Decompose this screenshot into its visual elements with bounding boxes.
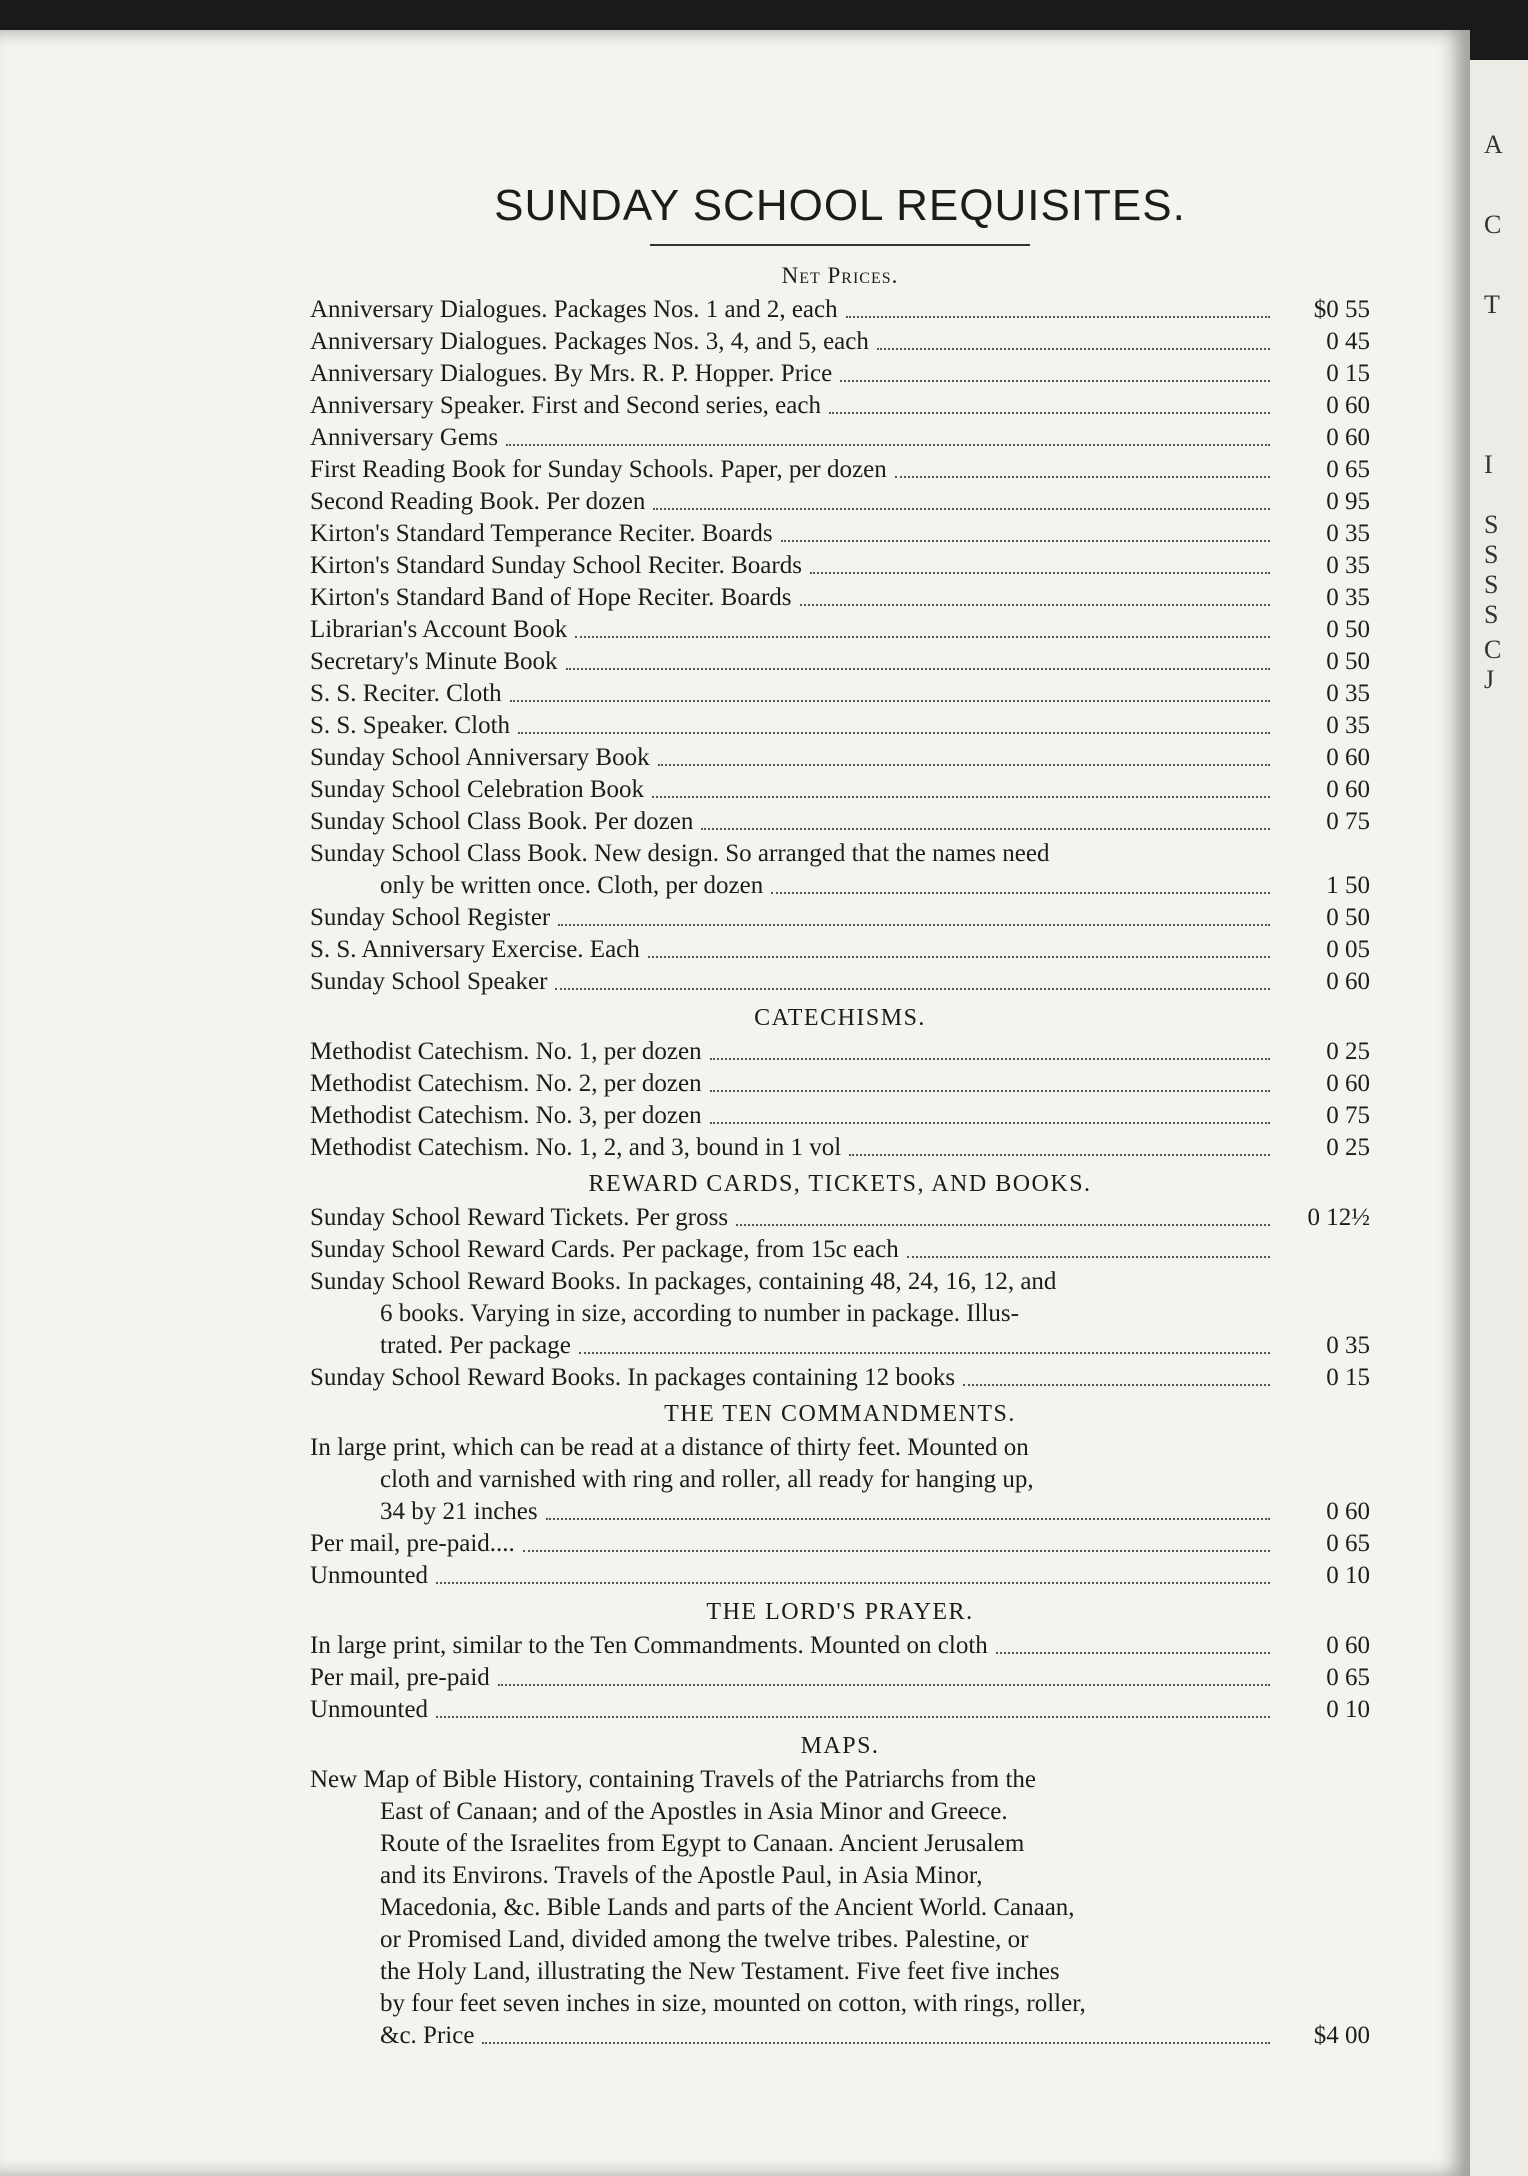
list-item bbox=[310, 1528, 1370, 1560]
list-item bbox=[310, 454, 1370, 486]
list-item bbox=[310, 934, 1370, 966]
item-label: Unmounted bbox=[310, 1562, 429, 1589]
item-price: 0 50 bbox=[1326, 904, 1370, 931]
item-label: In large print, similar to the Ten Commandments. Mounted on cloth bbox=[310, 1632, 988, 1659]
item-label: Anniversary Gems bbox=[310, 424, 499, 451]
item-price: 0 60 bbox=[1326, 1632, 1370, 1659]
list-item bbox=[310, 550, 1370, 582]
rewards-heading: REWARD CARDS, TICKETS, AND BOOKS. bbox=[588, 1171, 1092, 1197]
item-price: 1 50 bbox=[1326, 872, 1370, 899]
item-label: Per mail, pre-paid bbox=[310, 1664, 490, 1691]
item-label: Librarian's Account Book bbox=[310, 616, 568, 643]
item-price: 0 95 bbox=[1326, 488, 1370, 515]
item-price: 0 35 bbox=[1326, 552, 1370, 579]
item-label: Kirton's Standard Band of Hope Reciter. Boards bbox=[310, 584, 792, 611]
item-label: Anniversary Dialogues. Packages Nos. 3, 4, and 5, each bbox=[310, 328, 869, 355]
item-label: and its Environs. Travels of the Apostle Paul, in Asia Minor, bbox=[380, 1862, 983, 1889]
general-items bbox=[310, 294, 1370, 838]
item-label: cloth and varnished with ring and roller, all ready for hanging up, bbox=[380, 1466, 1034, 1493]
item-price: 0 45 bbox=[1326, 328, 1370, 355]
item-price: 0 60 bbox=[1326, 744, 1370, 771]
item-label: S. S. Anniversary Exercise. Each bbox=[310, 936, 640, 963]
item-label: Route of the Israelites from Egypt to Canaan. Ancient Jerusalem bbox=[380, 1830, 1025, 1857]
item-label: In large print, which can be read at a distance of thirty feet. Mounted on bbox=[310, 1434, 1029, 1461]
item-label: trated. Per package bbox=[380, 1332, 571, 1359]
list-item bbox=[310, 1764, 1370, 2052]
item-price: 0 65 bbox=[1326, 1530, 1370, 1557]
list-item bbox=[310, 1202, 1370, 1234]
item-price: 0 35 bbox=[1326, 520, 1370, 547]
list-item bbox=[310, 1068, 1370, 1100]
document-page bbox=[0, 30, 1470, 2176]
item-label: S. S. Reciter. Cloth bbox=[310, 680, 502, 707]
edge-letter: S bbox=[1484, 510, 1499, 539]
list-item bbox=[310, 806, 1370, 838]
item-label: Kirton's Standard Sunday School Reciter. Boards bbox=[310, 552, 802, 579]
list-item bbox=[310, 1036, 1370, 1068]
list-item bbox=[310, 966, 1370, 998]
page-title: SUNDAY SCHOOL REQUISITES. bbox=[494, 181, 1186, 230]
item-label: Sunday School Class Book. Per dozen bbox=[310, 808, 694, 835]
list-item bbox=[310, 1132, 1370, 1164]
item-price: $4 00 bbox=[1313, 2022, 1370, 2049]
item-label: the Holy Land, illustrating the New Testament. Five feet five inches bbox=[380, 1958, 1060, 1985]
item-label: 34 by 21 inches bbox=[380, 1498, 538, 1525]
edge-letter: S bbox=[1484, 570, 1499, 599]
list-item bbox=[310, 1630, 1370, 1662]
list-item bbox=[310, 1234, 1370, 1266]
item-price: 0 05 bbox=[1326, 936, 1370, 963]
item-label: Methodist Catechism. No. 2, per dozen bbox=[310, 1070, 702, 1097]
item-label: Per mail, pre-paid.... bbox=[310, 1530, 515, 1557]
list-item bbox=[310, 678, 1370, 710]
item-label: Second Reading Book. Per dozen bbox=[310, 488, 646, 515]
item-label: East of Canaan; and of the Apostles in Asia Minor and Greece. bbox=[380, 1798, 1008, 1825]
general-tail-items bbox=[310, 902, 1370, 998]
maps-heading: MAPS. bbox=[800, 1733, 880, 1759]
item-price: 0 65 bbox=[1326, 1664, 1370, 1691]
item-price: 0 60 bbox=[1326, 392, 1370, 419]
item-price: 0 25 bbox=[1326, 1038, 1370, 1065]
item-label: Sunday School Register bbox=[310, 904, 551, 931]
edge-letter: C bbox=[1484, 210, 1502, 239]
item-label: by four feet seven inches in size, mounted on cotton, with rings, roller, bbox=[380, 1990, 1086, 2017]
list-item bbox=[310, 646, 1370, 678]
item-price: 0 35 bbox=[1326, 680, 1370, 707]
edge-letter: A bbox=[1484, 130, 1503, 159]
edge-letter: C bbox=[1484, 635, 1502, 664]
edge-letter: J bbox=[1484, 665, 1495, 694]
list-item bbox=[310, 582, 1370, 614]
item-label: Anniversary Speaker. First and Second series, each bbox=[310, 392, 821, 419]
item-price: 0 60 bbox=[1326, 968, 1370, 995]
item-label: Methodist Catechism. No. 3, per dozen bbox=[310, 1102, 702, 1129]
item-price: 0 25 bbox=[1326, 1134, 1370, 1161]
list-item bbox=[310, 838, 1370, 902]
item-price: 0 60 bbox=[1326, 776, 1370, 803]
item-label: Sunday School Anniversary Book bbox=[310, 744, 650, 771]
list-item bbox=[310, 710, 1370, 742]
edge-letter: I bbox=[1484, 450, 1493, 479]
item-label: Methodist Catechism. No. 1, per dozen bbox=[310, 1038, 702, 1065]
item-price: 0 35 bbox=[1326, 584, 1370, 611]
list-item bbox=[310, 518, 1370, 550]
list-item bbox=[310, 1100, 1370, 1132]
list-item bbox=[310, 358, 1370, 390]
list-item bbox=[310, 1662, 1370, 1694]
item-label: Sunday School Reward Books. In packages containing 12 books bbox=[310, 1364, 956, 1391]
item-price: 0 50 bbox=[1326, 648, 1370, 675]
item-price: 0 75 bbox=[1326, 1102, 1370, 1129]
list-item bbox=[310, 422, 1370, 454]
list-item bbox=[310, 390, 1370, 422]
list-item bbox=[310, 326, 1370, 358]
item-price: 0 10 bbox=[1326, 1562, 1370, 1589]
item-label: New Map of Bible History, containing Travels of the Patriarchs from the bbox=[310, 1766, 1037, 1793]
adjacent-page-edge bbox=[1470, 60, 1528, 2176]
list-item bbox=[310, 1362, 1370, 1394]
prayer-heading: THE LORD'S PRAYER. bbox=[706, 1599, 974, 1625]
item-price: 0 75 bbox=[1326, 808, 1370, 835]
item-label: S. S. Speaker. Cloth bbox=[310, 712, 511, 739]
item-label: Secretary's Minute Book bbox=[310, 648, 558, 675]
commandments-heading: THE TEN COMMANDMENTS. bbox=[664, 1401, 1016, 1427]
item-label: Sunday School Speaker bbox=[310, 968, 548, 995]
list-item bbox=[310, 742, 1370, 774]
list-item bbox=[310, 1432, 1370, 1528]
item-label: &c. Price bbox=[380, 2022, 475, 2049]
item-label: Anniversary Dialogues. Packages Nos. 1 and 2, each bbox=[310, 296, 838, 323]
item-price: 0 15 bbox=[1326, 1364, 1370, 1391]
edge-letter: S bbox=[1484, 600, 1499, 629]
catechism-items bbox=[310, 1036, 1370, 1164]
item-price: 0 15 bbox=[1326, 360, 1370, 387]
edge-letter: T bbox=[1484, 290, 1500, 319]
item-price: 0 50 bbox=[1326, 616, 1370, 643]
item-price: 0 60 bbox=[1326, 1070, 1370, 1097]
list-item bbox=[310, 1560, 1370, 1592]
list-item bbox=[310, 294, 1370, 326]
item-label: Methodist Catechism. No. 1, 2, and 3, bound in 1 vol bbox=[310, 1134, 842, 1161]
item-price: 0 35 bbox=[1326, 712, 1370, 739]
list-item bbox=[310, 614, 1370, 646]
net-prices-heading: Net Prices. bbox=[781, 263, 899, 288]
price-list bbox=[310, 180, 1370, 2052]
item-price: 0 10 bbox=[1326, 1696, 1370, 1723]
list-item bbox=[310, 902, 1370, 934]
list-item bbox=[310, 1694, 1370, 1726]
item-label: Sunday School Reward Cards. Per package, from 15c each bbox=[310, 1236, 899, 1263]
item-label: Sunday School Celebration Book bbox=[310, 776, 644, 803]
item-price: 0 35 bbox=[1326, 1332, 1370, 1359]
catechisms-heading: CATECHISMS. bbox=[754, 1005, 926, 1031]
item-price: 0 60 bbox=[1326, 424, 1370, 451]
edge-letter: S bbox=[1484, 540, 1499, 569]
title-rule bbox=[650, 244, 1030, 246]
item-price: 0 12½ bbox=[1307, 1204, 1370, 1231]
item-label: 6 books. Varying in size, according to number in package. Illus- bbox=[380, 1300, 1019, 1327]
item-label: Macedonia, &c. Bible Lands and parts of the Ancient World. Canaan, bbox=[380, 1894, 1075, 1921]
item-label: First Reading Book for Sunday Schools. Paper, per dozen bbox=[310, 456, 887, 483]
item-price: $0 55 bbox=[1313, 296, 1370, 323]
item-label: or Promised Land, divided among the twelve tribes. Palestine, or bbox=[380, 1926, 1029, 1953]
item-label: Unmounted bbox=[310, 1696, 429, 1723]
item-price: 0 60 bbox=[1326, 1498, 1370, 1525]
item-label: Sunday School Reward Books. In packages, containing 48, 24, 16, 12, and bbox=[310, 1268, 1057, 1295]
item-label: Anniversary Dialogues. By Mrs. R. P. Hopper. Price bbox=[310, 360, 833, 387]
item-label: Sunday School Reward Tickets. Per gross bbox=[310, 1204, 729, 1231]
item-price: 0 65 bbox=[1326, 456, 1370, 483]
item-label: Sunday School Class Book. New design. So arranged that the names need bbox=[310, 840, 1050, 867]
item-label: Kirton's Standard Temperance Reciter. Boards bbox=[310, 520, 773, 547]
list-item bbox=[310, 1266, 1370, 1362]
item-label: only be written once. Cloth, per dozen bbox=[380, 872, 764, 899]
list-item bbox=[310, 774, 1370, 806]
list-item bbox=[310, 486, 1370, 518]
